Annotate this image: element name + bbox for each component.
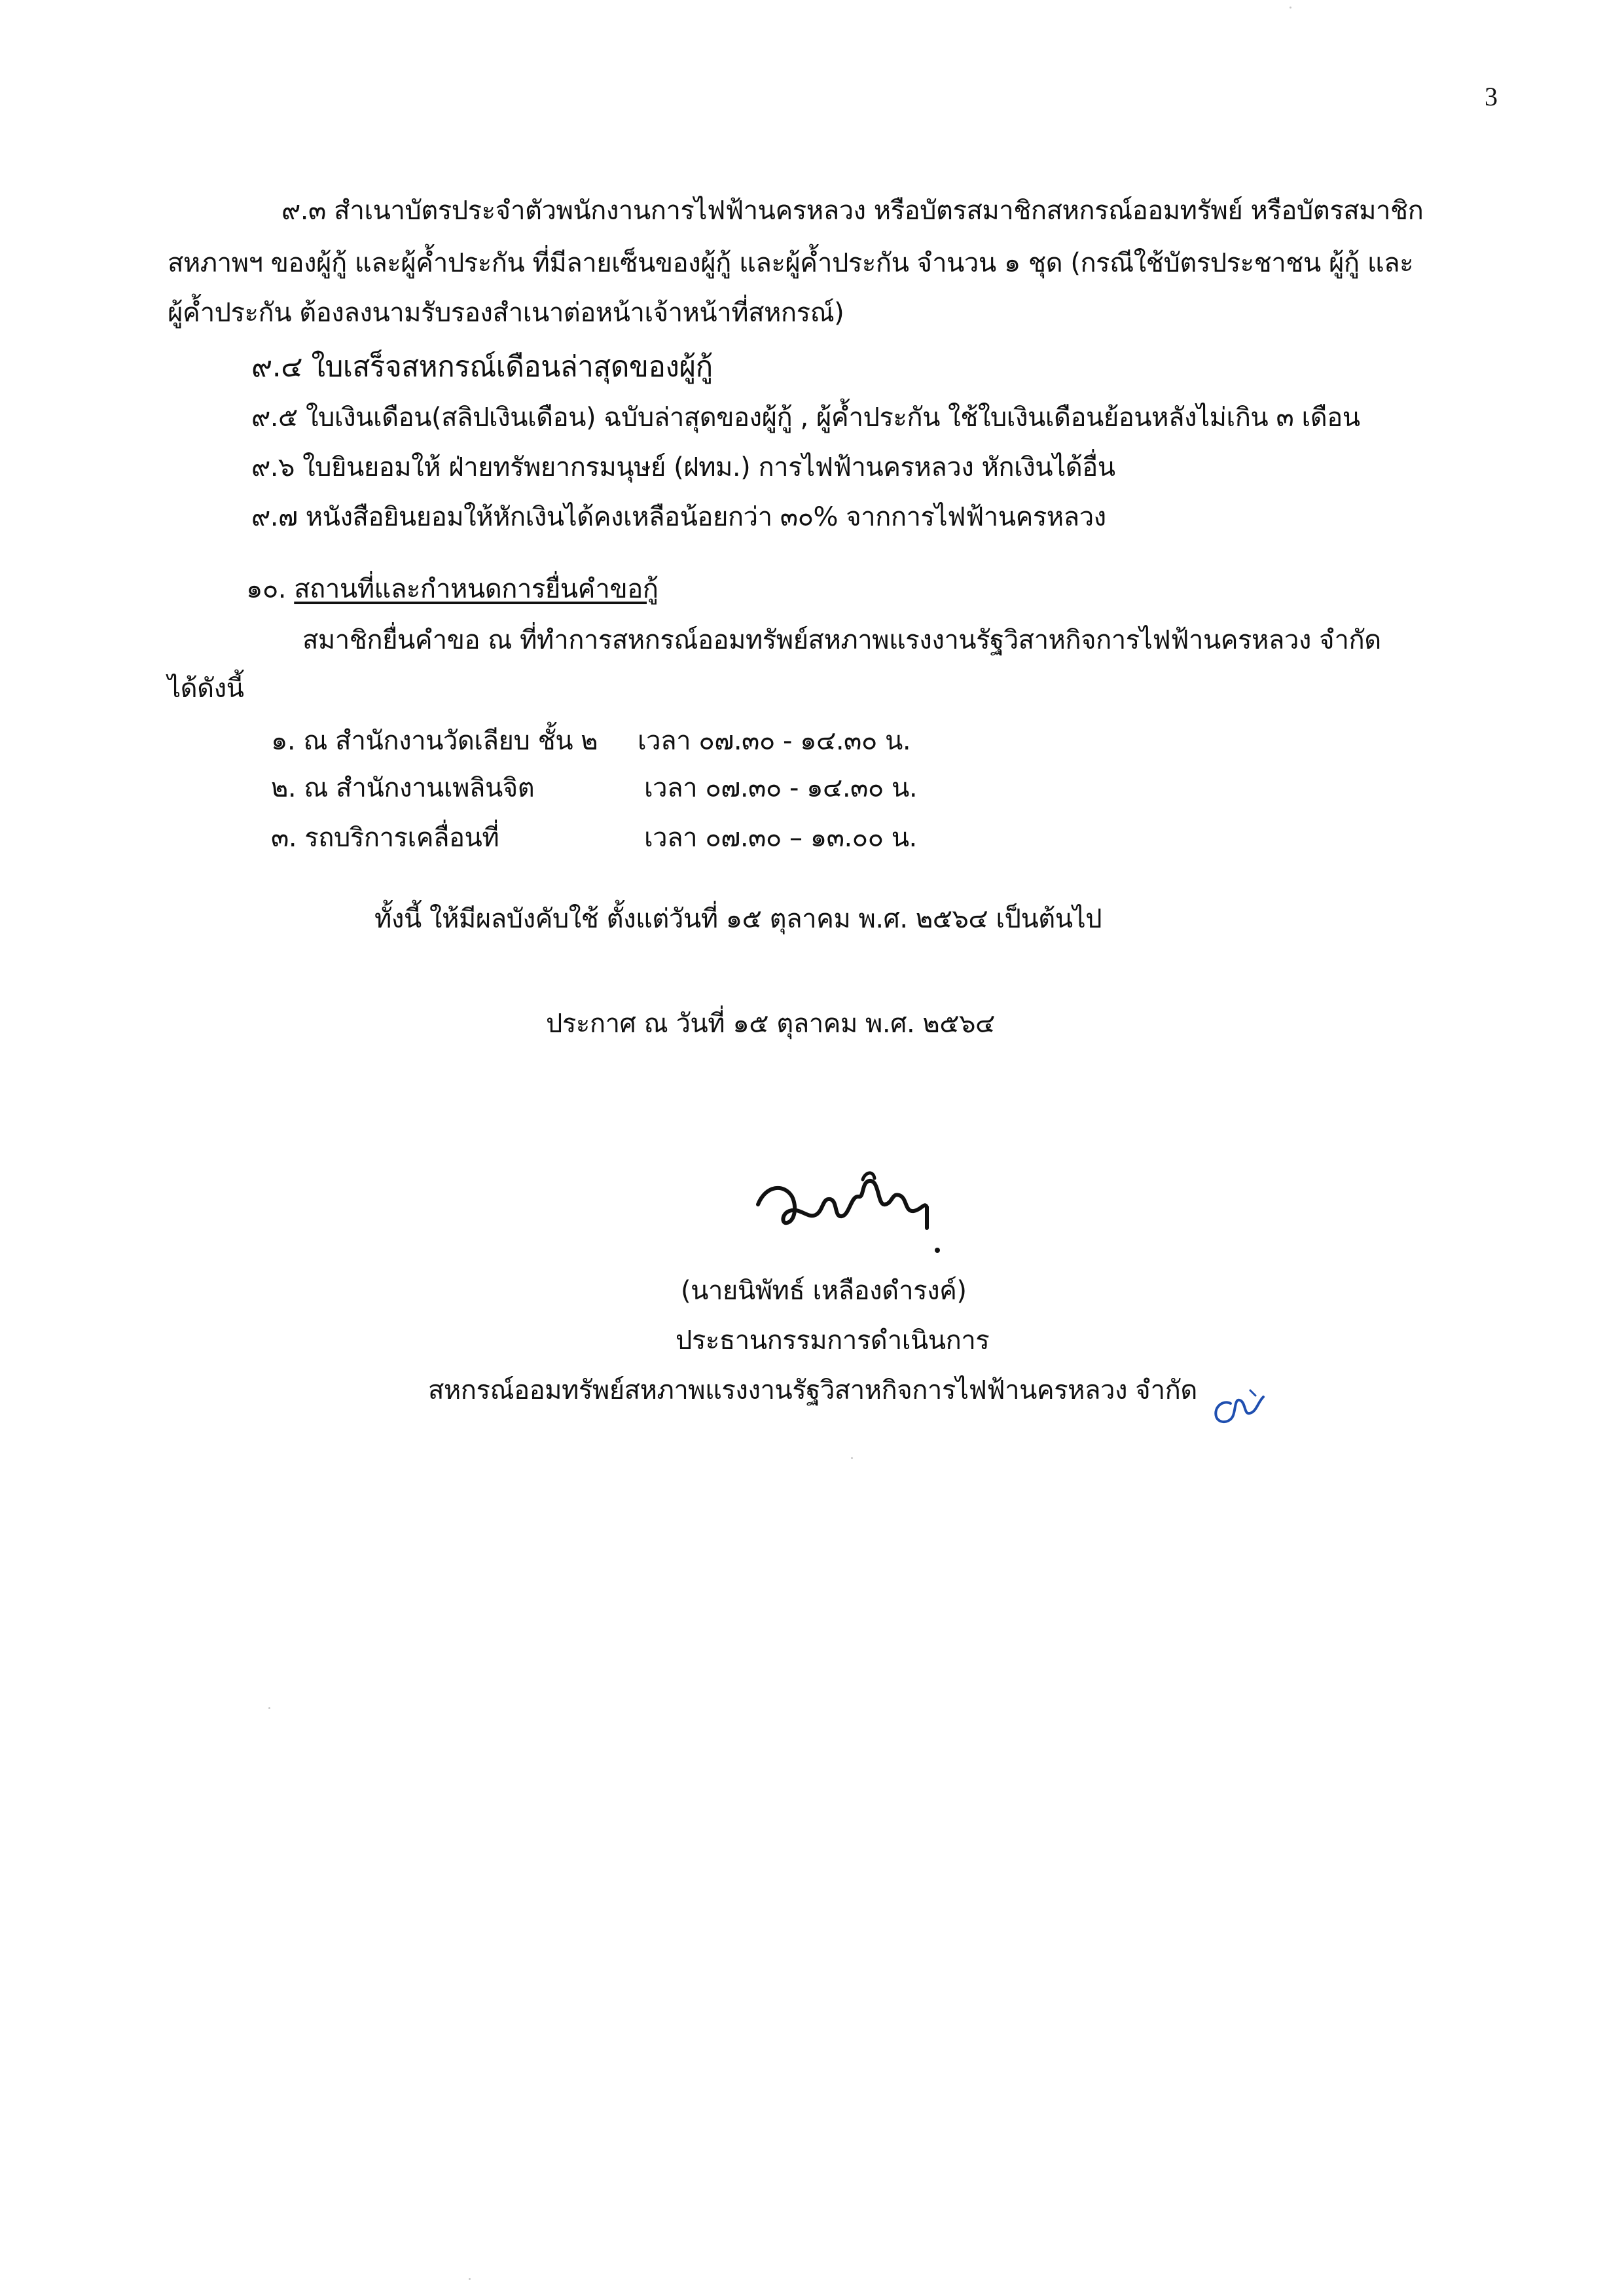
location-place: ๑. ณ สำนักงานวัดเลียบ ชั้น ๒ (271, 726, 598, 756)
section-10-heading (246, 572, 658, 606)
scan-speck (268, 1707, 270, 1709)
item-9-6: ๙.๖ ใบยินยอมให้ ฝ่ายทรัพยากรมนุษย์ (ฝทม.) การไฟฟ้านครหลวง หักเงินได้อื่น (251, 452, 1115, 482)
scan-speck (1290, 7, 1291, 9)
location-time: เวลา ๐๗.๓๐ - ๑๔.๓๐ น. (644, 773, 918, 803)
signer-name: (นายนิพัทธ์ เหลืองดำรงค์) (681, 1276, 967, 1306)
scan-speck (469, 2278, 471, 2280)
section-10-number: ๑๐. (246, 574, 287, 604)
signer-organization: สหกรณ์ออมทรัพย์สหภาพแรงงานรัฐวิสาหกิจการไฟฟ้านครหลวง จำกัด (428, 1375, 1197, 1405)
section-10-title: สถานที่และกำหนดการยื่นคำขอกู้ (294, 574, 659, 604)
announcement-date: ประกาศ ณ วันที่ ๑๕ ตุลาคม พ.ศ. ๒๕๖๔ (546, 1009, 995, 1039)
item-9-4: ๙.๔ ใบเสร็จสหกรณ์เดือนล่าสุดของผู้กู้ (251, 350, 713, 384)
item-9-5: ๙.๕ ใบเงินเดือน(สลิปเงินเดือน) ฉบับล่าสุดของผู้กู้ , ผู้ค้ำประกัน ใช้ใบเงินเดือนย้อนหลังไม่เกิน ๓ เดือน (251, 403, 1360, 433)
section-10-intro-line-2: ได้ดังนี้ (168, 674, 244, 704)
item-9-3-line-2: สหภาพฯ ของผู้กู้ และผู้ค้ำประกัน ที่มีลายเซ็นของผู้กู้ และผู้ค้ำประกัน จำนวน ๑ ชุด (กรณีใช้บัตรประชาชน ผู้กู้ และ (168, 248, 1414, 278)
location-time: เวลา ๐๗.๓๐ - ๑๔.๓๐ น. (638, 726, 911, 756)
location-place: ๒. ณ สำนักงานเพลินจิต (271, 773, 535, 803)
location-time: เวลา ๐๗.๓๐ – ๑๓.๐๐ น. (644, 823, 917, 853)
initials-mark (1204, 1377, 1270, 1436)
item-9-7: ๙.๗ หนังสือยินยอมให้หักเงินได้คงเหลือน้อยกว่า ๓๐% จากการไฟฟ้านครหลวง (251, 502, 1106, 532)
section-10-intro-line-1: สมาชิกยื่นคำขอ ณ ที่ทำการสหกรณ์ออมทรัพย์สหภาพแรงงานรัฐวิสาหกิจการไฟฟ้านครหลวง จำกัด (302, 625, 1381, 655)
signature (753, 1159, 949, 1263)
location-place: ๓. รถบริการเคลื่อนที่ (271, 823, 499, 853)
item-9-3-line-1: ๙.๓ สำเนาบัตรประจำตัวพนักงานการไฟฟ้านครหลวง หรือบัตรสมาชิกสหกรณ์ออมทรัพย์ หรือบัตรสมาชิก (281, 196, 1424, 226)
scan-speck (851, 1457, 853, 1459)
signer-position: ประธานกรรมการดำเนินการ (676, 1326, 990, 1356)
page-number: 3 (1485, 82, 1498, 111)
item-9-3-line-3: ผู้ค้ำประกัน ต้องลงนามรับรองสำเนาต่อหน้าเจ้าหน้าที่สหกรณ์) (168, 298, 844, 328)
effective-date: ทั้งนี้ ให้มีผลบังคับใช้ ตั้งแต่วันที่ ๑๕ ตุลาคม พ.ศ. ๒๕๖๔ เป็นต้นไป (374, 904, 1102, 934)
